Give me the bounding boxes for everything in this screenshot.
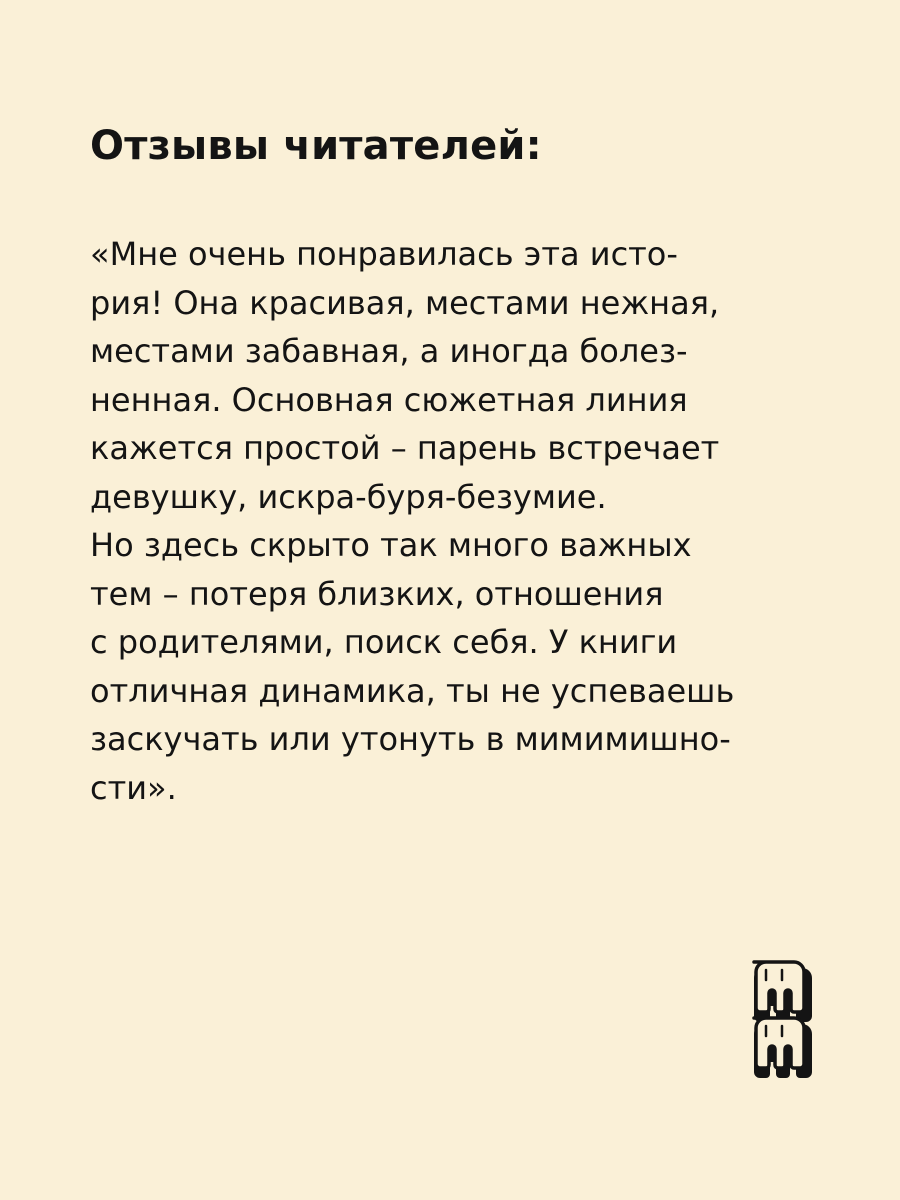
review-line: Но здесь скрыто так много важных <box>90 526 692 564</box>
review-line: отличная динамика, ты не успеваешь <box>90 671 735 710</box>
review-line: рия! Она красивая, местами нежная, <box>90 283 720 322</box>
review-line: «Мне очень понравилась эта исто- <box>90 235 678 273</box>
review-line: тем – потеря близких, отношения <box>90 574 664 613</box>
mm-logo-icon <box>744 958 816 1082</box>
review-line: сти». <box>90 768 177 807</box>
review-line: заскучать или утонуть в мимимишно- <box>90 720 731 758</box>
review-line: с родителями, поиск себя. У книги <box>90 623 678 661</box>
review-text <box>90 230 850 812</box>
review-line: местами забавная, а иногда болез- <box>90 332 688 370</box>
review-line: кажется простой – парень встречает <box>90 429 720 467</box>
review-line: девушку, искра-буря-безумие. <box>90 477 607 516</box>
page-title: Отзывы читателей: <box>90 123 542 169</box>
review-line: ненная. Основная сюжетная линия <box>90 380 688 419</box>
